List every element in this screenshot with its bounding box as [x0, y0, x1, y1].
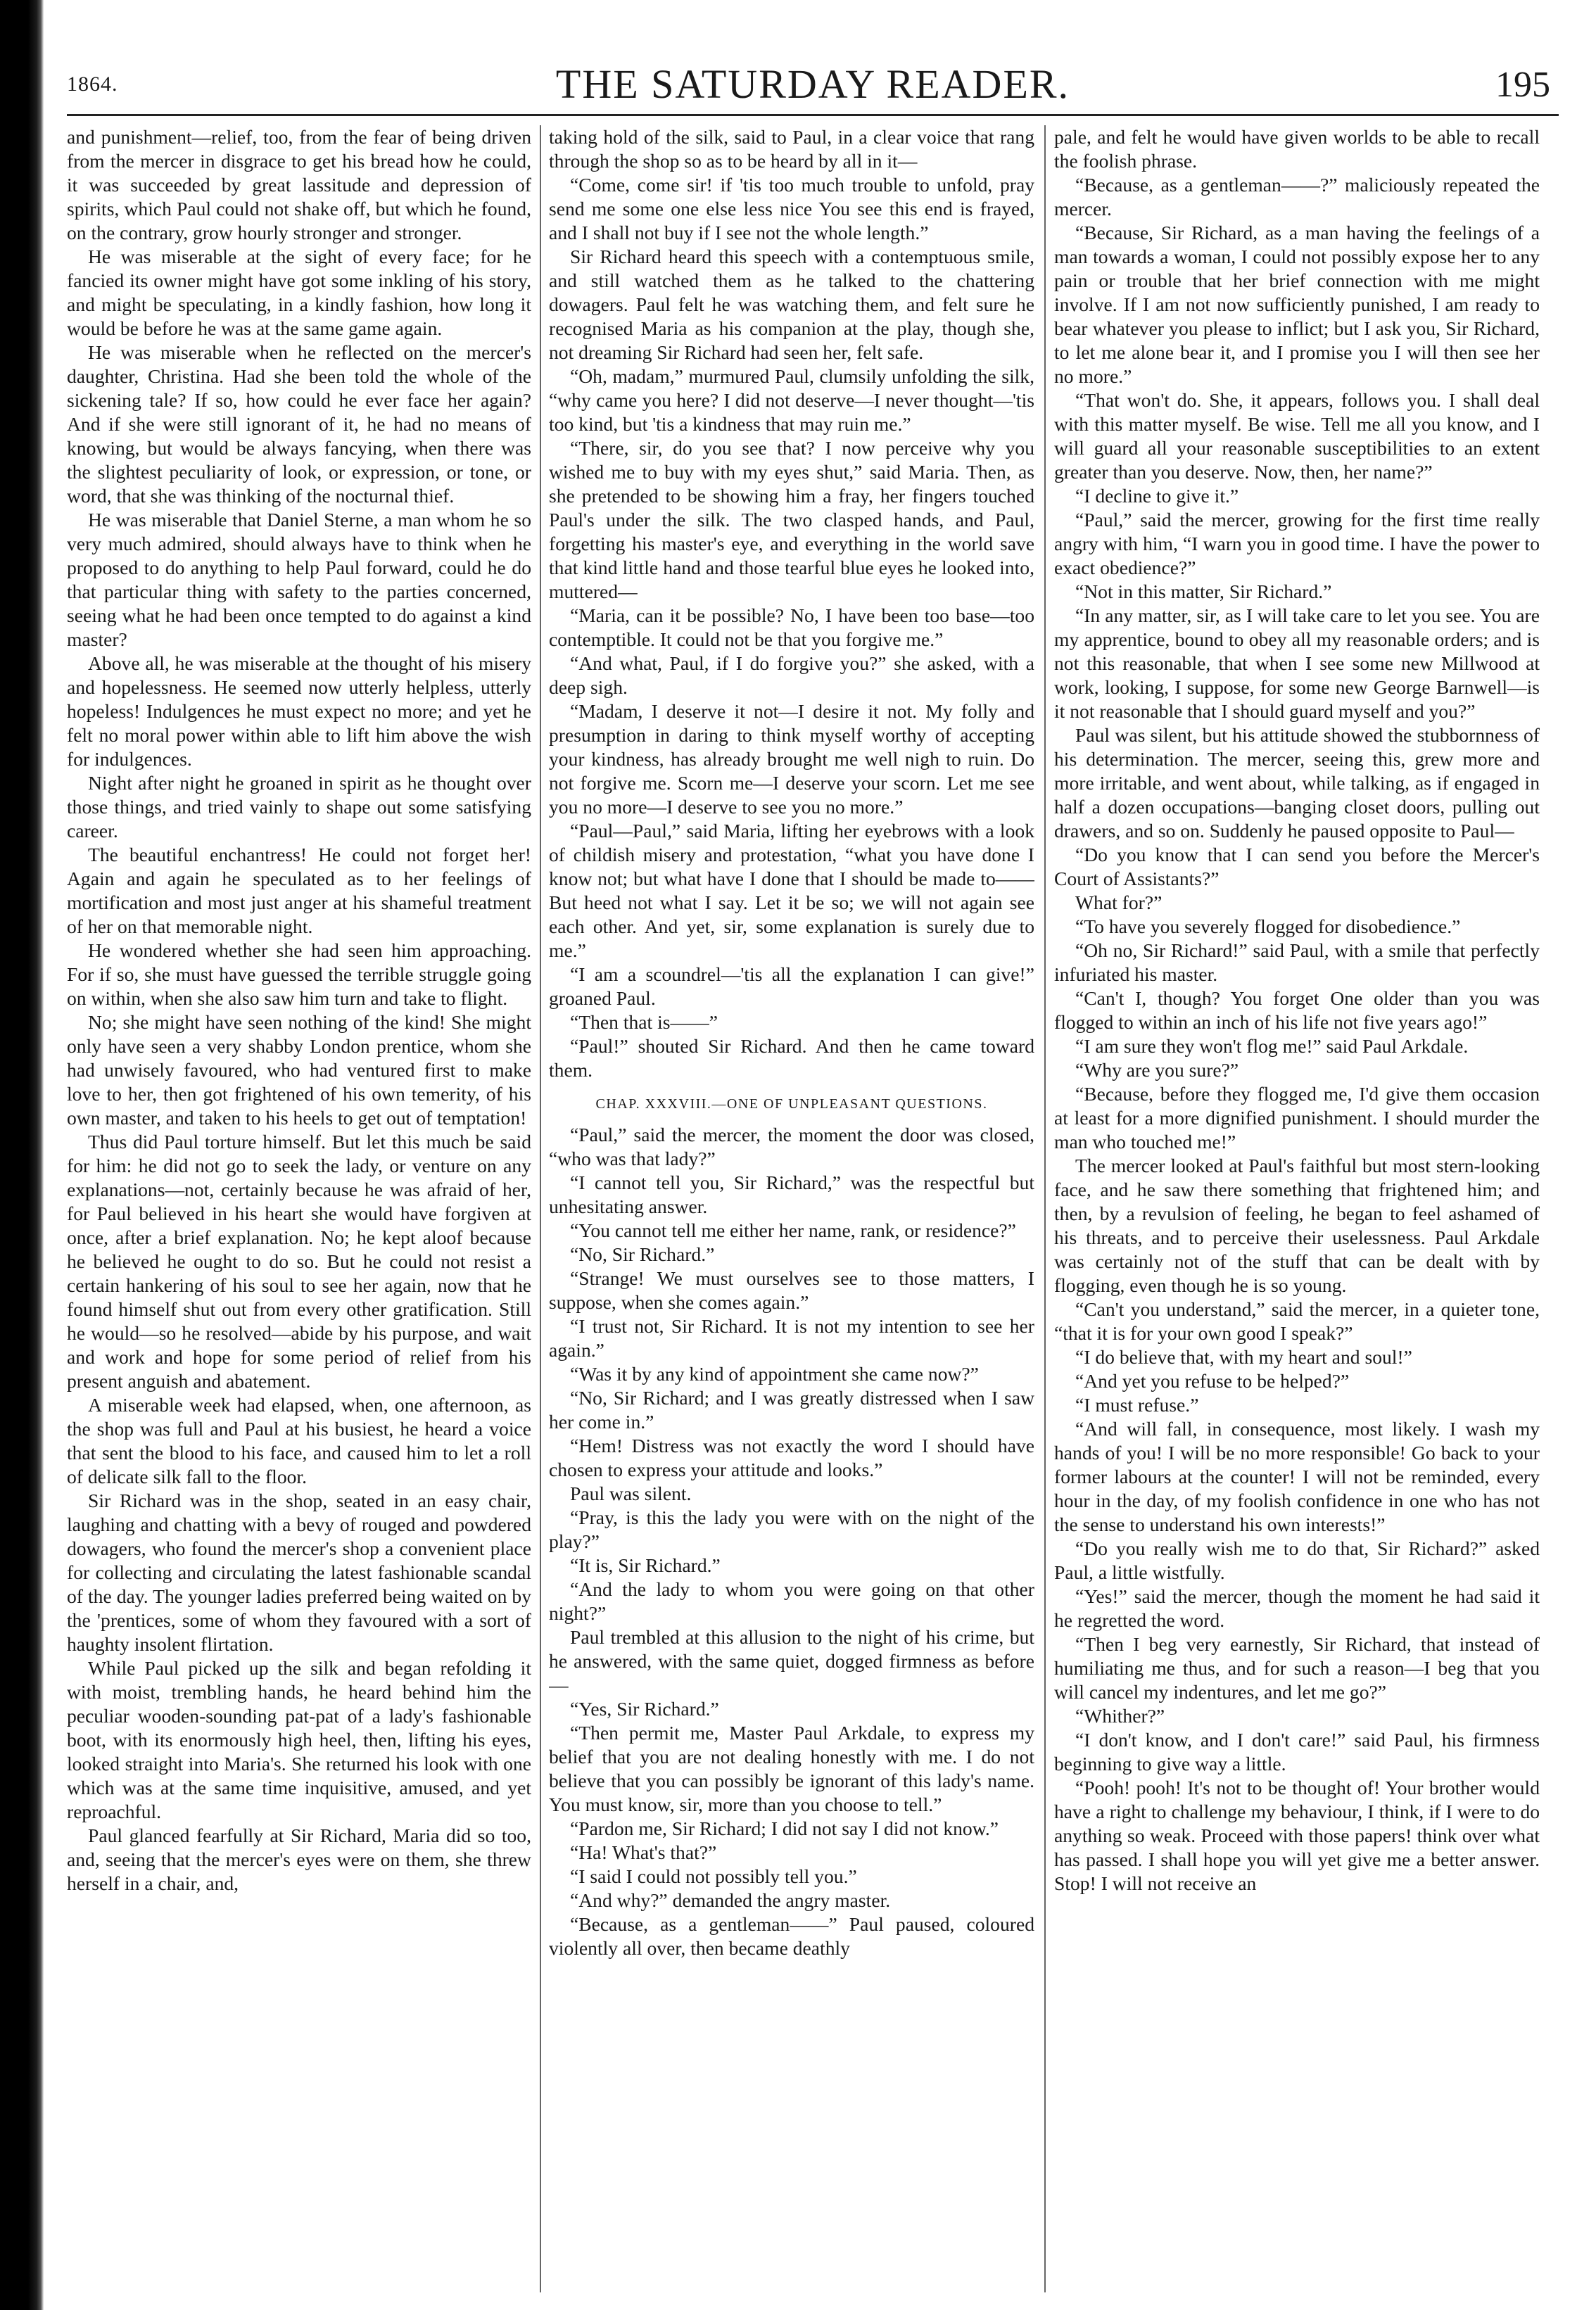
- paragraph: “Can't you understand,” said the mercer, in a quieter tone, “that it is for your own good I speak?”: [1054, 1298, 1540, 1344]
- paragraph: Paul trembled at this allusion to the night of his crime, but he answered, with the same quiet, dogged firmness as before—: [549, 1626, 1034, 1696]
- paragraph: He was miserable at the sight of every face; for he fancied its owner might have got some inkling of his story, and might be speculating, in a kindly fashion, how long it would be before he was at the same game again.: [67, 246, 531, 339]
- paragraph: “Paul!” shouted Sir Richard. And then he came toward them.: [549, 1035, 1034, 1081]
- paragraph: No; she might have seen nothing of the kind! She might only have seen a very shabby London prentice, whom she had unwisely favoured, who had ventured first to make love to her, then got frightened of his own temerity, of his own master, and taken to his heels to get out of temptation!: [67, 1011, 531, 1129]
- paragraph: The beautiful enchantress! He could not forget her! Again and again he speculated as to her feelings of mortification and most just anger at his shameful treatment of her on that memorable night.: [67, 844, 531, 937]
- paragraph: “Not in this matter, Sir Richard.”: [1075, 580, 1332, 602]
- paragraph: “I said I could not possibly tell you.”: [570, 1865, 857, 1887]
- paragraph: “To have you severely flogged for disobedience.”: [1075, 915, 1461, 937]
- paragraph: Thus did Paul torture himself. But let this much be said for him: he did not go to seek the lady, or venture on any explanations—not, certainly because he was afraid of her, for Paul believed in his heart she would have forgiven at once, after a brief explanation. No; he kept aloof because he believed he ought to do so. But he could not resist a certain hankering of his soul to see her again, now that he found himself shut out from every other gratification. Still he would—so he resolved—abide by his purpose, and wait and work and hope for some period of relief from his present anguish and abatement.: [67, 1131, 531, 1392]
- page-binding-edge: [0, 0, 44, 2310]
- column-rule: [540, 125, 541, 2292]
- paragraph: He was miserable that Daniel Sterne, a man whom he so very much admired, should always have to think when he proposed to do anything to help Paul forward, could he do that particular thing with safety to the parties concerned, seeing what he had been once tempted to do against a kind master?: [67, 509, 531, 650]
- paragraph: “Paul—Paul,” said Maria, lifting her eyebrows with a look of childish misery and protestation, “what you have done I know not; but what have I done that I should be made to—— But heed not what I say. Let it be so; we will not again see each other. And yet, sir, some explanation is surely due to me.”: [549, 820, 1034, 961]
- paragraph: pale, and felt he would have given worlds to be able to recall the foolish phrase.: [1054, 126, 1540, 172]
- paragraph: While Paul picked up the silk and began refolding it with moist, trembling hands, he heard behind him the peculiar wooden-sounding pat-pat of a lady's fashionable boot, with its enormously high heel, then, lifting his eyes, looked straight into Maria's. She returned his look with one which was at the same time inquisitive, amused, and yet reproachful.: [67, 1657, 531, 1822]
- paragraph: “Pray, is this the lady you were with on the night of the play?”: [549, 1506, 1034, 1552]
- paragraph: “No, Sir Richard; and I was greatly distressed when I saw her come in.”: [549, 1387, 1034, 1433]
- paragraph: Sir Richard heard this speech with a contemptuous smile, and still watched them as he talked to the chattering dowagers. Paul felt he was watching them, and felt sure he recognised Maria as his companion at the play, though she, not dreaming Sir Richard had seen her, felt safe.: [549, 246, 1034, 363]
- paragraph: “Ha! What's that?”: [570, 1841, 717, 1863]
- publication-title: THE SATURDAY READER.: [555, 61, 1070, 107]
- text-column-3: [1054, 125, 1540, 2292]
- paragraph: “Come, come sir! if 'tis too much trouble to unfold, pray send me some one else less nice You see this end is frayed, and I shall not buy if I see not the whole length.”: [549, 174, 1034, 243]
- paragraph: Night after night he groaned in spirit as he thought over those things, and tried vainly to shape out some satisfying career.: [67, 772, 531, 842]
- paragraph: “Yes!” said the mercer, though the moment he had said it he regretted the word.: [1054, 1585, 1540, 1631]
- paragraph: “I am sure they won't flog me!” said Paul Arkdale.: [1075, 1035, 1469, 1057]
- paragraph: “Paul,” said the mercer, growing for the first time really angry with him, “I warn you in good time. I have the power to exact obedience?”: [1054, 509, 1540, 578]
- paragraph: He wondered whether she had seen him approaching. For if so, she must have guessed the terrible struggle going on within, when she also saw him turn and take to flight.: [67, 939, 531, 1009]
- paragraph: “Hem! Distress was not exactly the word I should have chosen to express your attitude and looks.”: [549, 1435, 1034, 1480]
- paragraph: “And the lady to whom you were going on that other night?”: [549, 1578, 1034, 1624]
- paragraph: “That won't do. She, it appears, follows you. I shall deal with this matter myself. Be wise. Tell me all you know, and I will guard all your reasonable susceptibilities to an extent greater than you deserve. Now, then, her name?”: [1054, 389, 1540, 483]
- paragraph: “Because, as a gentleman——?” maliciously repeated the mercer.: [1054, 174, 1540, 220]
- paragraph: A miserable week had elapsed, when, one afternoon, as the shop was full and Paul at his busiest, he heard a voice that sent the blood to his face, and caused him to let a roll of delicate silk fall to the floor.: [67, 1394, 531, 1487]
- paragraph: “Why are you sure?”: [1075, 1059, 1239, 1081]
- paragraph: “Maria, can it be possible? No, I have been too base—too contemptible. It could not be that you forgive me.”: [549, 604, 1034, 650]
- paragraph: “I trust not, Sir Richard. It is not my intention to see her again.”: [549, 1315, 1034, 1361]
- paragraph: “Because, as a gentleman——” Paul paused, coloured violently all over, then became deathly: [549, 1913, 1034, 1959]
- chapter-heading: CHAP. XXXVIII.—ONE OF UNPLEASANT QUESTIONS.: [595, 1096, 988, 1112]
- paragraph: “Can't I, though? You forget One older than you was flogged to within an inch of his life not five years ago!”: [1054, 987, 1540, 1033]
- paragraph: “Because, Sir Richard, as a man having the feelings of a man towards a woman, I could not possibly expose her to any pain or trouble that her brief connection with me might involve. If I am not now sufficiently punished, I am ready to bear whatever you please to inflict; but I ask you, Sir Richard, to let me alone bear it, and I promise you I will then see her no more.”: [1054, 222, 1540, 387]
- paragraph: “Was it by any kind of appointment she came now?”: [570, 1363, 979, 1385]
- paragraph: taking hold of the silk, said to Paul, in a clear voice that rang through the shop so as to be heard by all in it—: [549, 126, 1034, 172]
- paragraph: “In any matter, sir, as I will take care to let you see. You are my apprentice, bound to obey all my reasonable orders; and is not this reasonable, that when I see some new Millwood at work, looking, I suppose, for some new George Barnwell—is it not reasonable that I should guard myself and you?”: [1054, 604, 1540, 722]
- paragraph: “And why?” demanded the angry master.: [570, 1889, 891, 1911]
- paragraph: “Oh, madam,” murmured Paul, clumsily unfolding the silk, “why came you here? I did not deserve—I never thought—'tis too kind, but 'tis a kindness that may ruin me.”: [549, 365, 1034, 435]
- paragraph: “Whither?”: [1075, 1705, 1165, 1727]
- issue-date: 1864.: [67, 72, 118, 96]
- paragraph: “And what, Paul, if I do forgive you?” she asked, with a deep sigh.: [549, 652, 1034, 698]
- paragraph: “Pardon me, Sir Richard; I did not say I did not know.”: [570, 1817, 999, 1839]
- paragraph: “Yes, Sir Richard.”: [570, 1698, 719, 1720]
- paragraph: “Do you really wish me to do that, Sir Richard?” asked Paul, a little wistfully.: [1054, 1537, 1540, 1583]
- paragraph: Paul was silent, but his attitude showed the stubbornness of his determination. The mercer, seeing this, grew more and more irritable, and went about, while talking, as if engaged in half a dozen occupations—banging closet doors, pulling out drawers, and so on. Suddenly he paused opposite to Paul—: [1054, 724, 1540, 842]
- paragraph: Above all, he was miserable at the thought of his misery and hopelessness. He seemed now utterly helpless, utterly hopeless! Indulgences he must expect no more; and yet he felt no moral power within able to lift him above the wish for indulgences.: [67, 652, 531, 770]
- paragraph: “I decline to give it.”: [1075, 485, 1239, 507]
- paragraph: “I cannot tell you, Sir Richard,” was the respectful but unhesitating answer.: [549, 1172, 1034, 1217]
- paragraph: The mercer looked at Paul's faithful but most stern-looking face, and he saw there something that frightened him; and then, by a revulsion of feeling, he began to feel ashamed of his threats, and to perceive their uselessness. Paul Arkdale was certainly not of the stuff that can be dealt with by flogging, even though he is so young.: [1054, 1155, 1540, 1296]
- paragraph: Paul was silent.: [570, 1483, 692, 1504]
- page-number: 195: [1495, 65, 1550, 105]
- paragraph: “Do you know that I can send you before the Mercer's Court of Assistants?”: [1054, 844, 1540, 889]
- paragraph: “Paul,” said the mercer, the moment the door was closed, “who was that lady?”: [549, 1124, 1034, 1169]
- paragraph: “Then I beg very earnestly, Sir Richard, that instead of humiliating me thus, and for such a reason—I beg that you will cancel my indentures, and let me go?”: [1054, 1633, 1540, 1703]
- paragraph: “And yet you refuse to be helped?”: [1075, 1370, 1350, 1392]
- paragraph: “I am a scoundrel—'tis all the explanation I can give!” groaned Paul.: [549, 963, 1034, 1009]
- text-column-2: [549, 125, 1034, 2292]
- paragraph: “I must refuse.”: [1075, 1394, 1199, 1416]
- paragraph: “Pooh! pooh! It's not to be thought of! Your brother would have a right to challenge my behaviour, I think, if I were to do anything so weak. Proceed with those papers! think over what has passed. I shall hope you will yet give me a better answer. Stop! I will not receive an: [1054, 1777, 1540, 1894]
- column-rule: [1044, 125, 1046, 2292]
- paragraph: Paul glanced fearfully at Sir Richard, Maria did so too, and, seeing that the mercer's eyes were on them, she threw herself in a chair, and,: [67, 1824, 531, 1894]
- paragraph: “And will fall, in consequence, most likely. I wash my hands of you! I will be no more responsible! Go back to your former labours at the counter! I will not be reminded, every hour in the day, of my foolish confidence in one who has not the sense to understand his own interests!”: [1054, 1418, 1540, 1535]
- paragraph: He was miserable when he reflected on the mercer's daughter, Christina. Had she been told the whole of the sickening tale? If so, how could he ever face her again? And if she were still ignorant of it, he had no means of knowing, but would be always fancying, when there was the slightest peculiarity of look, or expression, or tone, or word, that she was thinking of the nocturnal thief.: [67, 341, 531, 507]
- paragraph: “Oh no, Sir Richard!” said Paul, with a smile that perfectly infuriated his master.: [1054, 939, 1540, 985]
- paragraph: “There, sir, do you see that? I now perceive why you wished me to buy with my eyes shut,” said Maria. Then, as she pretended to be showing him a fray, her fingers touched Paul's under the silk. The two clasped hands, and Paul, forgetting his master's eye, and everything in the world save that kind little hand and those tearful blue eyes he looked into, muttered—: [549, 437, 1034, 602]
- paragraph: “Madam, I deserve it not—I desire it not. My folly and presumption in daring to think myself worthy of accepting your kindness, has already brought me well nigh to ruin. Do not forgive me. Scorn me—I deserve your scorn. Let me see you no more—I deserve to see you no more.”: [549, 700, 1034, 818]
- paragraph: “Strange! We must ourselves see to those matters, I suppose, when she comes again.”: [549, 1267, 1034, 1313]
- paragraph: “Then permit me, Master Paul Arkdale, to express my belief that you are not dealing honestly with me. I do not believe that you can possibly be ignorant of this lady's name. You must know, sir, more than you choose to tell.”: [549, 1722, 1034, 1815]
- page-header: [67, 60, 1559, 116]
- paragraph: “I do believe that, with my heart and soul!”: [1075, 1346, 1412, 1368]
- paragraph: and punishment—relief, too, from the fear of being driven from the mercer in disgrace to get his bread how he could, it was succeeded by great lassitude and depression of spirits, which Paul could not shake off, but which he found, on the contrary, grow hourly stronger and stronger.: [67, 126, 531, 243]
- text-column-1: [67, 125, 531, 2292]
- paragraph: What for?”: [1075, 891, 1163, 913]
- paragraph: “It is, Sir Richard.”: [570, 1554, 721, 1576]
- paragraph: “I don't know, and I don't care!” said Paul, his firmness beginning to give way a little.: [1054, 1729, 1540, 1775]
- paragraph: “No, Sir Richard.”: [570, 1243, 715, 1265]
- paragraph: “You cannot tell me either her name, rank, or residence?”: [570, 1219, 1016, 1241]
- paragraph: Sir Richard was in the shop, seated in an easy chair, laughing and chatting with a bevy of rouged and powdered dowagers, who found the mercer's shop a convenient place for collecting and circulating the latest fashionable scandal of the day. The younger ladies preferred being waited on by the 'prentices, some of whom they favoured with a sort of haughty insolent flirtation.: [67, 1490, 531, 1655]
- paragraph: “Because, before they flogged me, I'd give them occasion at least for a more dignified punishment. I should murder the man who touched me!”: [1054, 1083, 1540, 1153]
- paragraph: “Then that is——”: [570, 1011, 718, 1033]
